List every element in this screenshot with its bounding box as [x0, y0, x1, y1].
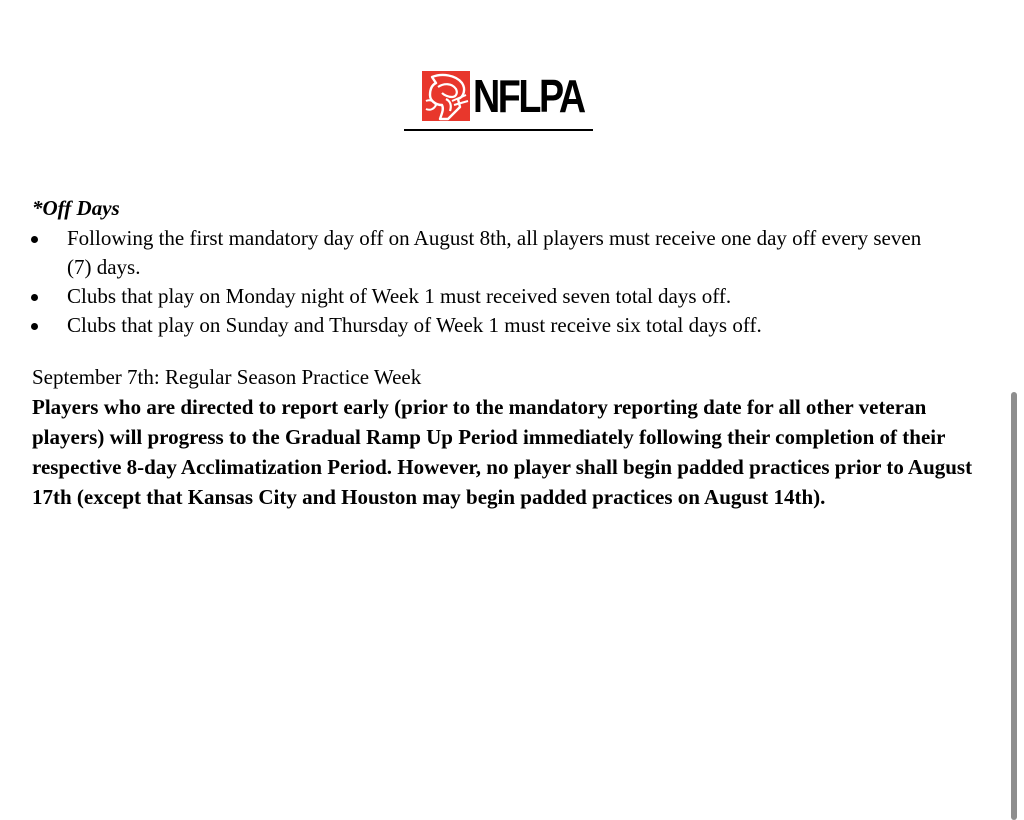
list-item [0, 311, 947, 340]
nflpa-player-emblem-icon [422, 71, 470, 121]
practice-week-date-line: September 7th: Regular Season Practice Week [32, 365, 422, 389]
bullet-icon [31, 236, 38, 243]
off-days-list [0, 224, 1000, 340]
list-item-text: Clubs that play on Monday night of Week 1 must received seven total days off. [67, 284, 732, 308]
list-item [0, 224, 947, 282]
list-item [0, 282, 947, 311]
list-item-text: Clubs that play on Sunday and Thursday of Week 1 must receive six total days off. [67, 313, 762, 337]
logo-wordmark: NFLPA [473, 70, 584, 122]
bullet-icon [31, 294, 38, 301]
off-days-heading: *Off Days [32, 196, 120, 220]
logo-underline-divider [404, 129, 593, 131]
nflpa-logo [422, 70, 608, 122]
vertical-scrollbar[interactable] [1011, 392, 1017, 820]
list-item-text: Following the first mandatory day off on August 8th, all players must receive one day off every seven (7) days. [67, 226, 922, 279]
bullet-icon [31, 323, 38, 330]
early-report-paragraph: Players who are directed to report early (prior to the mandatory reporting date for all other veteran players) will progress to the Gradual Ramp Up Period immediately following their completion of their respective 8-day Acclimatization Period. However, no player shall begin padded practices prior to August 17th (except that Kansas City and Houston may begin padded practices on August 14th). [32, 395, 973, 509]
